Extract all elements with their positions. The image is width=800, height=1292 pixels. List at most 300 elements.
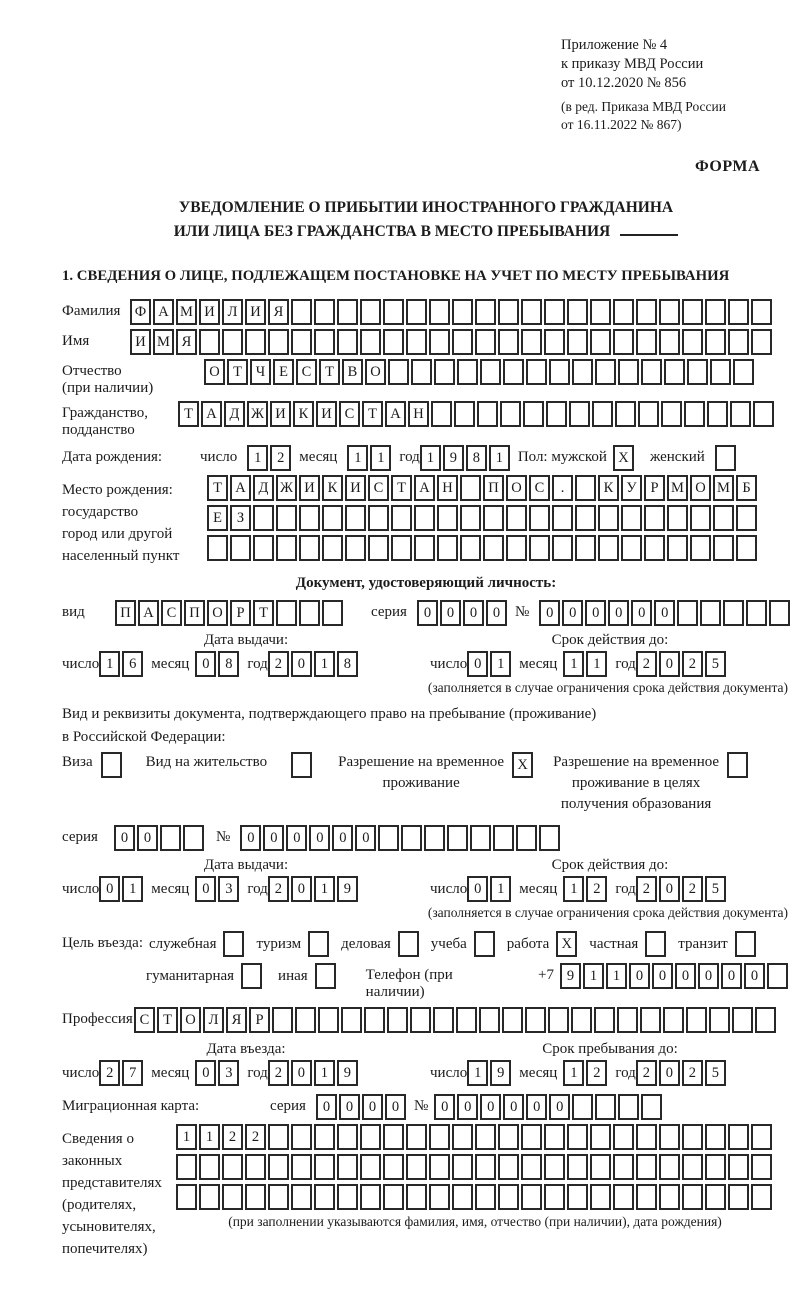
char-box[interactable]: А xyxy=(201,401,222,427)
char-box[interactable] xyxy=(360,299,381,325)
char-box[interactable] xyxy=(728,329,749,355)
char-box[interactable] xyxy=(613,299,634,325)
char-box[interactable] xyxy=(659,1154,680,1180)
char-box[interactable] xyxy=(521,299,542,325)
char-box[interactable]: 2 xyxy=(245,1124,266,1150)
char-box[interactable]: 1 xyxy=(489,445,510,471)
char-box[interactable] xyxy=(480,359,501,385)
char-box[interactable] xyxy=(475,1184,496,1210)
char-box[interactable] xyxy=(452,1154,473,1180)
char-box[interactable]: Т xyxy=(207,475,228,501)
char-box[interactable]: 0 xyxy=(195,651,216,677)
char-box[interactable] xyxy=(521,1154,542,1180)
char-box[interactable] xyxy=(314,299,335,325)
char-box[interactable] xyxy=(431,401,452,427)
char-box[interactable] xyxy=(544,1124,565,1150)
char-box[interactable] xyxy=(736,535,757,561)
char-box[interactable]: 2 xyxy=(682,651,703,677)
char-box[interactable] xyxy=(715,445,736,471)
char-box[interactable]: 8 xyxy=(218,651,239,677)
char-box[interactable] xyxy=(101,752,122,778)
char-box[interactable] xyxy=(434,359,455,385)
char-box[interactable] xyxy=(636,1154,657,1180)
char-box[interactable] xyxy=(506,505,527,531)
char-box[interactable] xyxy=(636,1124,657,1150)
char-box[interactable] xyxy=(447,825,468,851)
char-box[interactable] xyxy=(567,329,588,355)
char-box[interactable] xyxy=(268,329,289,355)
char-box[interactable] xyxy=(636,1184,657,1210)
char-box[interactable] xyxy=(567,1154,588,1180)
char-box[interactable] xyxy=(705,299,726,325)
char-box[interactable]: 8 xyxy=(466,445,487,471)
char-box[interactable] xyxy=(529,505,550,531)
char-box[interactable]: М xyxy=(667,475,688,501)
char-box[interactable] xyxy=(567,299,588,325)
char-box[interactable]: 0 xyxy=(263,825,284,851)
char-box[interactable] xyxy=(299,505,320,531)
char-box[interactable]: С xyxy=(134,1007,155,1033)
char-box[interactable] xyxy=(176,1184,197,1210)
char-box[interactable] xyxy=(276,535,297,561)
char-box[interactable] xyxy=(595,359,616,385)
char-box[interactable]: 1 xyxy=(314,876,335,902)
char-box[interactable]: 2 xyxy=(636,876,657,902)
char-box[interactable]: 9 xyxy=(490,1060,511,1086)
char-box[interactable] xyxy=(707,401,728,427)
char-box[interactable]: 0 xyxy=(744,963,765,989)
char-box[interactable] xyxy=(751,1124,772,1150)
char-box[interactable]: К xyxy=(322,475,343,501)
char-box[interactable] xyxy=(705,1124,726,1150)
char-box[interactable]: 0 xyxy=(562,600,583,626)
char-box[interactable]: П xyxy=(483,475,504,501)
char-box[interactable] xyxy=(659,1124,680,1150)
char-box[interactable] xyxy=(677,600,698,626)
char-box[interactable]: 0 xyxy=(240,825,261,851)
char-box[interactable] xyxy=(732,1007,753,1033)
char-box[interactable]: 0 xyxy=(309,825,330,851)
char-box[interactable]: Т xyxy=(362,401,383,427)
char-box[interactable] xyxy=(199,1184,220,1210)
char-box[interactable]: 0 xyxy=(659,651,680,677)
char-box[interactable]: 1 xyxy=(122,876,143,902)
char-box[interactable] xyxy=(222,1184,243,1210)
char-box[interactable] xyxy=(437,535,458,561)
char-box[interactable]: 5 xyxy=(705,1060,726,1086)
char-box[interactable]: В xyxy=(342,359,363,385)
char-box[interactable]: С xyxy=(339,401,360,427)
char-box[interactable]: 0 xyxy=(585,600,606,626)
char-box[interactable] xyxy=(661,401,682,427)
char-box[interactable]: 1 xyxy=(176,1124,197,1150)
char-box[interactable] xyxy=(429,1154,450,1180)
char-box[interactable]: 0 xyxy=(99,876,120,902)
char-box[interactable]: П xyxy=(184,600,205,626)
char-box[interactable]: С xyxy=(161,600,182,626)
char-box[interactable] xyxy=(590,1124,611,1150)
char-box[interactable] xyxy=(360,1154,381,1180)
char-box[interactable] xyxy=(475,329,496,355)
char-box[interactable]: Т xyxy=(157,1007,178,1033)
char-box[interactable] xyxy=(245,1154,266,1180)
char-box[interactable] xyxy=(498,1184,519,1210)
char-box[interactable]: 1 xyxy=(563,651,584,677)
char-box[interactable] xyxy=(667,505,688,531)
char-box[interactable]: Л xyxy=(203,1007,224,1033)
char-box[interactable] xyxy=(322,535,343,561)
char-box[interactable]: 0 xyxy=(417,600,438,626)
char-box[interactable] xyxy=(341,1007,362,1033)
char-box[interactable] xyxy=(746,600,767,626)
char-box[interactable]: 3 xyxy=(218,1060,239,1086)
char-box[interactable]: П xyxy=(115,600,136,626)
char-box[interactable] xyxy=(272,1007,293,1033)
char-box[interactable] xyxy=(546,401,567,427)
char-box[interactable]: 0 xyxy=(291,876,312,902)
char-box[interactable] xyxy=(575,535,596,561)
char-box[interactable] xyxy=(498,329,519,355)
char-box[interactable] xyxy=(291,1124,312,1150)
char-box[interactable] xyxy=(199,1154,220,1180)
char-box[interactable] xyxy=(337,1154,358,1180)
char-box[interactable]: 0 xyxy=(355,825,376,851)
char-box[interactable]: О xyxy=(690,475,711,501)
char-box[interactable] xyxy=(391,505,412,531)
char-box[interactable]: А xyxy=(153,299,174,325)
char-box[interactable] xyxy=(414,535,435,561)
char-box[interactable]: У xyxy=(621,475,642,501)
char-box[interactable] xyxy=(621,535,642,561)
char-box[interactable]: . xyxy=(552,475,573,501)
char-box[interactable]: 9 xyxy=(337,876,358,902)
char-box[interactable] xyxy=(483,535,504,561)
char-box[interactable] xyxy=(552,535,573,561)
char-box[interactable]: 2 xyxy=(270,445,291,471)
char-box[interactable] xyxy=(503,359,524,385)
char-box[interactable] xyxy=(245,329,266,355)
char-box[interactable]: Я xyxy=(176,329,197,355)
char-box[interactable] xyxy=(638,401,659,427)
char-box[interactable] xyxy=(687,359,708,385)
char-box[interactable]: 0 xyxy=(608,600,629,626)
char-box[interactable] xyxy=(383,1184,404,1210)
char-box[interactable]: 0 xyxy=(463,600,484,626)
char-box[interactable] xyxy=(483,505,504,531)
char-box[interactable] xyxy=(475,299,496,325)
char-box[interactable]: О xyxy=(207,600,228,626)
char-box[interactable] xyxy=(682,299,703,325)
char-box[interactable] xyxy=(690,535,711,561)
char-box[interactable] xyxy=(383,1124,404,1150)
char-box[interactable]: 1 xyxy=(563,1060,584,1086)
char-box[interactable] xyxy=(414,505,435,531)
char-box[interactable] xyxy=(663,1007,684,1033)
char-box[interactable]: И xyxy=(299,475,320,501)
char-box[interactable] xyxy=(544,329,565,355)
char-box[interactable]: 0 xyxy=(362,1094,383,1120)
char-box[interactable] xyxy=(682,1154,703,1180)
char-box[interactable] xyxy=(433,1007,454,1033)
char-box[interactable]: 8 xyxy=(337,651,358,677)
char-box[interactable]: 1 xyxy=(314,651,335,677)
char-box[interactable] xyxy=(690,505,711,531)
char-box[interactable] xyxy=(751,299,772,325)
char-box[interactable] xyxy=(592,401,613,427)
char-box[interactable] xyxy=(378,825,399,851)
char-box[interactable]: 0 xyxy=(385,1094,406,1120)
char-box[interactable]: 1 xyxy=(490,876,511,902)
char-box[interactable] xyxy=(429,1124,450,1150)
char-box[interactable] xyxy=(516,825,537,851)
char-box[interactable]: Я xyxy=(268,299,289,325)
char-box[interactable] xyxy=(682,1184,703,1210)
char-box[interactable]: Т xyxy=(178,401,199,427)
char-box[interactable] xyxy=(575,505,596,531)
char-box[interactable]: Н xyxy=(437,475,458,501)
char-box[interactable] xyxy=(314,1124,335,1150)
char-box[interactable] xyxy=(383,299,404,325)
char-box[interactable] xyxy=(594,1007,615,1033)
char-box[interactable] xyxy=(477,401,498,427)
char-box[interactable]: О xyxy=(204,359,225,385)
char-box[interactable] xyxy=(723,600,744,626)
char-box[interactable]: Т xyxy=(319,359,340,385)
char-box[interactable]: Ж xyxy=(276,475,297,501)
char-box[interactable]: 1 xyxy=(314,1060,335,1086)
char-box[interactable] xyxy=(429,1184,450,1210)
char-box[interactable] xyxy=(299,600,320,626)
char-box[interactable] xyxy=(364,1007,385,1033)
char-box[interactable] xyxy=(728,1154,749,1180)
char-box[interactable] xyxy=(645,931,666,957)
char-box[interactable]: Д xyxy=(253,475,274,501)
char-box[interactable] xyxy=(521,1184,542,1210)
char-box[interactable] xyxy=(470,825,491,851)
char-box[interactable] xyxy=(406,1154,427,1180)
char-box[interactable]: 3 xyxy=(218,876,239,902)
char-box[interactable]: К xyxy=(293,401,314,427)
char-box[interactable]: 1 xyxy=(467,1060,488,1086)
char-box[interactable] xyxy=(571,1007,592,1033)
char-box[interactable] xyxy=(539,825,560,851)
char-box[interactable]: X xyxy=(512,752,533,778)
char-box[interactable] xyxy=(460,505,481,531)
char-box[interactable]: 5 xyxy=(705,876,726,902)
char-box[interactable] xyxy=(345,505,366,531)
char-box[interactable]: Ф xyxy=(130,299,151,325)
char-box[interactable] xyxy=(727,752,748,778)
char-box[interactable]: 0 xyxy=(503,1094,524,1120)
char-box[interactable]: Е xyxy=(273,359,294,385)
char-box[interactable] xyxy=(710,359,731,385)
char-box[interactable] xyxy=(569,401,590,427)
char-box[interactable] xyxy=(590,329,611,355)
char-box[interactable] xyxy=(457,359,478,385)
char-box[interactable] xyxy=(595,1094,616,1120)
char-box[interactable] xyxy=(590,1154,611,1180)
char-box[interactable]: X xyxy=(613,445,634,471)
char-box[interactable]: 6 xyxy=(122,651,143,677)
char-box[interactable] xyxy=(613,1124,634,1150)
char-box[interactable] xyxy=(767,963,788,989)
char-box[interactable]: 2 xyxy=(268,651,289,677)
char-box[interactable] xyxy=(391,535,412,561)
char-box[interactable]: 0 xyxy=(137,825,158,851)
char-box[interactable] xyxy=(686,1007,707,1033)
char-box[interactable] xyxy=(360,1184,381,1210)
char-box[interactable] xyxy=(728,299,749,325)
char-box[interactable] xyxy=(615,401,636,427)
char-box[interactable]: О xyxy=(365,359,386,385)
char-box[interactable]: 9 xyxy=(560,963,581,989)
char-box[interactable]: 0 xyxy=(457,1094,478,1120)
char-box[interactable] xyxy=(735,931,756,957)
char-box[interactable]: 2 xyxy=(268,1060,289,1086)
char-box[interactable] xyxy=(567,1184,588,1210)
char-box[interactable] xyxy=(572,359,593,385)
char-box[interactable]: 0 xyxy=(114,825,135,851)
char-box[interactable] xyxy=(299,535,320,561)
char-box[interactable] xyxy=(406,1124,427,1150)
char-box[interactable]: Ч xyxy=(250,359,271,385)
char-box[interactable] xyxy=(730,401,751,427)
char-box[interactable]: 2 xyxy=(682,876,703,902)
char-box[interactable] xyxy=(345,535,366,561)
char-box[interactable] xyxy=(753,401,774,427)
char-box[interactable] xyxy=(253,505,274,531)
char-box[interactable] xyxy=(475,1154,496,1180)
char-box[interactable]: 0 xyxy=(654,600,675,626)
char-box[interactable] xyxy=(368,505,389,531)
char-box[interactable]: 0 xyxy=(675,963,696,989)
char-box[interactable] xyxy=(222,329,243,355)
char-box[interactable]: 0 xyxy=(721,963,742,989)
char-box[interactable]: X xyxy=(556,931,577,957)
char-box[interactable] xyxy=(410,1007,431,1033)
char-box[interactable] xyxy=(474,931,495,957)
char-box[interactable]: 9 xyxy=(443,445,464,471)
char-box[interactable]: С xyxy=(529,475,550,501)
char-box[interactable] xyxy=(454,401,475,427)
char-box[interactable] xyxy=(452,329,473,355)
char-box[interactable] xyxy=(705,1184,726,1210)
char-box[interactable]: 1 xyxy=(586,651,607,677)
char-box[interactable] xyxy=(621,505,642,531)
char-box[interactable]: 1 xyxy=(490,651,511,677)
char-box[interactable]: О xyxy=(180,1007,201,1033)
char-box[interactable] xyxy=(291,329,312,355)
char-box[interactable] xyxy=(590,1184,611,1210)
char-box[interactable]: 2 xyxy=(268,876,289,902)
char-box[interactable]: 7 xyxy=(122,1060,143,1086)
char-box[interactable] xyxy=(322,505,343,531)
char-box[interactable] xyxy=(398,931,419,957)
char-box[interactable] xyxy=(475,1124,496,1150)
char-box[interactable] xyxy=(700,600,721,626)
char-box[interactable] xyxy=(613,329,634,355)
char-box[interactable] xyxy=(705,329,726,355)
char-box[interactable] xyxy=(526,359,547,385)
char-box[interactable] xyxy=(337,299,358,325)
char-box[interactable] xyxy=(521,1124,542,1150)
char-box[interactable] xyxy=(360,1124,381,1150)
char-box[interactable]: 0 xyxy=(195,876,216,902)
char-box[interactable] xyxy=(705,1154,726,1180)
char-box[interactable]: 0 xyxy=(659,876,680,902)
char-box[interactable]: 0 xyxy=(631,600,652,626)
char-box[interactable] xyxy=(498,1124,519,1150)
char-box[interactable] xyxy=(667,535,688,561)
char-box[interactable] xyxy=(308,931,329,957)
char-box[interactable]: 0 xyxy=(659,1060,680,1086)
char-box[interactable] xyxy=(268,1124,289,1150)
char-box[interactable]: Е xyxy=(207,505,228,531)
char-box[interactable]: Н xyxy=(408,401,429,427)
char-box[interactable] xyxy=(199,329,220,355)
char-box[interactable]: 0 xyxy=(286,825,307,851)
char-box[interactable]: 1 xyxy=(370,445,391,471)
char-box[interactable]: Ж xyxy=(247,401,268,427)
char-box[interactable] xyxy=(769,600,790,626)
char-box[interactable]: 2 xyxy=(586,1060,607,1086)
char-box[interactable] xyxy=(337,329,358,355)
char-box[interactable]: 0 xyxy=(526,1094,547,1120)
char-box[interactable]: А xyxy=(385,401,406,427)
char-box[interactable] xyxy=(160,825,181,851)
char-box[interactable] xyxy=(736,505,757,531)
char-box[interactable] xyxy=(500,401,521,427)
char-box[interactable]: 9 xyxy=(337,1060,358,1086)
char-box[interactable]: 2 xyxy=(636,651,657,677)
char-box[interactable]: 0 xyxy=(549,1094,570,1120)
char-box[interactable] xyxy=(314,1154,335,1180)
char-box[interactable] xyxy=(429,329,450,355)
char-box[interactable] xyxy=(713,505,734,531)
char-box[interactable]: Т xyxy=(227,359,248,385)
char-box[interactable] xyxy=(456,1007,477,1033)
char-box[interactable]: М xyxy=(153,329,174,355)
char-box[interactable]: 1 xyxy=(420,445,441,471)
char-box[interactable]: Д xyxy=(224,401,245,427)
char-box[interactable] xyxy=(572,1094,593,1120)
char-box[interactable] xyxy=(598,535,619,561)
char-box[interactable] xyxy=(406,299,427,325)
char-box[interactable]: Я xyxy=(226,1007,247,1033)
char-box[interactable] xyxy=(636,299,657,325)
char-box[interactable]: 2 xyxy=(586,876,607,902)
char-box[interactable] xyxy=(751,329,772,355)
char-box[interactable] xyxy=(253,535,274,561)
char-box[interactable] xyxy=(728,1184,749,1210)
char-box[interactable] xyxy=(544,1184,565,1210)
char-box[interactable]: 1 xyxy=(99,651,120,677)
char-box[interactable] xyxy=(295,1007,316,1033)
char-box[interactable] xyxy=(502,1007,523,1033)
char-box[interactable] xyxy=(529,535,550,561)
char-box[interactable] xyxy=(452,299,473,325)
char-box[interactable]: И xyxy=(345,475,366,501)
char-box[interactable] xyxy=(567,1124,588,1150)
char-box[interactable]: 0 xyxy=(467,651,488,677)
char-box[interactable]: А xyxy=(414,475,435,501)
char-box[interactable]: 0 xyxy=(698,963,719,989)
char-box[interactable] xyxy=(644,535,665,561)
char-box[interactable]: 0 xyxy=(291,651,312,677)
char-box[interactable]: 0 xyxy=(440,600,461,626)
char-box[interactable] xyxy=(318,1007,339,1033)
char-box[interactable] xyxy=(617,1007,638,1033)
